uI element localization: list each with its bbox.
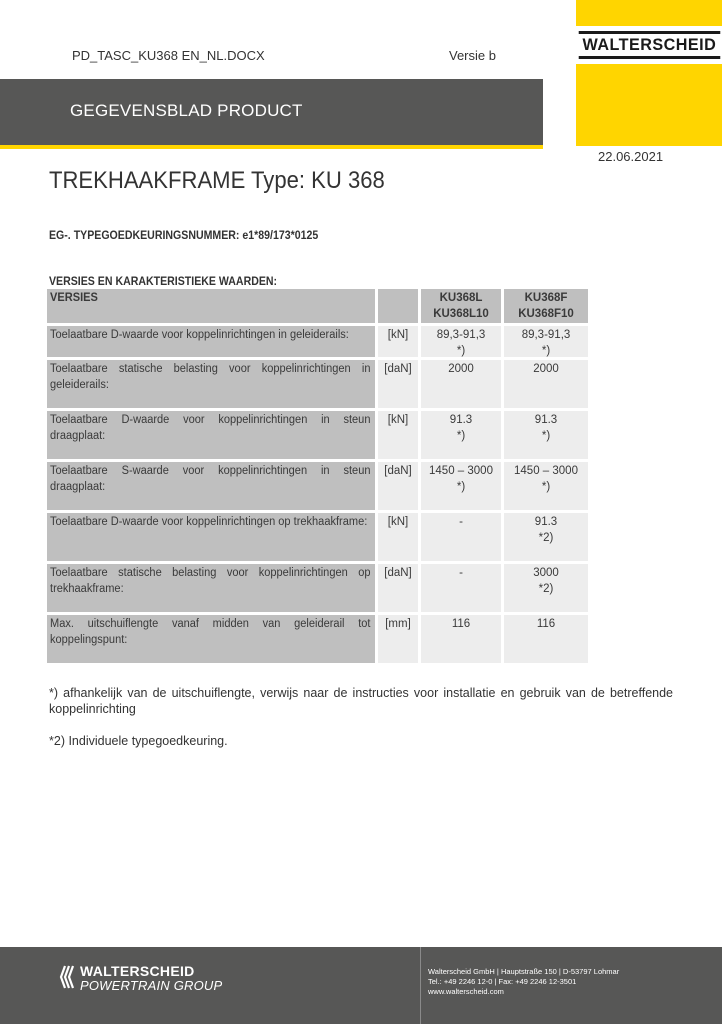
row-value-ku368f: 91.3 *2) (504, 513, 588, 561)
table-row (47, 360, 600, 408)
row-label: Max. uitschuiflengte vanaf midden van geleiderail tot koppelingspunt: (47, 615, 375, 663)
table-row (47, 513, 600, 561)
header-band-accent-line (0, 145, 543, 149)
row-unit: [daN] (378, 462, 418, 510)
row-unit: [mm] (378, 615, 418, 663)
table-row (47, 411, 600, 459)
table-row (47, 564, 600, 612)
row-value-ku368l: 116 (421, 615, 501, 663)
versions-heading: VERSIES EN KARAKTERISTIEKE WAARDEN: (49, 276, 278, 288)
footer-group-name: POWERTRAIN GROUP (80, 978, 223, 993)
footer-address-web: www.walterscheid.com (428, 987, 504, 996)
footnote-extension-length: *) afhankelijk van de uitschuiflengte, verwijs naar de instructies voor installatie en gebruik van de betreffende koppelinrichting (49, 686, 673, 716)
table-row (47, 462, 600, 510)
row-label: Toelaatbare statische belasting voor koppelinrichtingen op trekhaakframe: (47, 564, 375, 612)
page-title: TREKHAAKFRAME Type: KU 368 (49, 167, 385, 194)
row-value-ku368f: 91.3 *) (504, 411, 588, 459)
row-label: Toelaatbare D-waarde voor koppelinrichtingen in steun draagplaat: (47, 411, 375, 459)
table-header-row (47, 289, 600, 323)
row-label: Toelaatbare D-waarde voor koppelinrichtingen op trekhaakframe: (47, 513, 375, 561)
row-unit: [kN] (378, 326, 418, 357)
type-approval-number: EG-. TYPEGOEDKEURINGSNUMMER: e1*89/173*0125 (49, 230, 319, 242)
row-value-ku368l: 89,3-91,3 *) (421, 326, 501, 357)
header-version-ku368l: KU368L KU368L10 (421, 289, 501, 323)
row-value-ku368l: 2000 (421, 360, 501, 408)
row-value-ku368f: 3000 *2) (504, 564, 588, 612)
document-date: 22.06.2021 (598, 149, 664, 164)
footer-address-phone: Tel.: +49 2246 12-0 | Fax: +49 2246 12-3501 (428, 977, 577, 986)
document-filename: PD_TASC_KU368 EN_NL.DOCX (72, 48, 265, 63)
row-unit: [daN] (378, 564, 418, 612)
header-version-ku368f: KU368F KU368F10 (504, 289, 588, 323)
header-versions-label: VERSIES (47, 289, 375, 323)
header-unit-cell (378, 289, 418, 323)
row-unit: [kN] (378, 411, 418, 459)
row-value-ku368f: 89,3-91,3 *) (504, 326, 588, 357)
document-version: Versie b (449, 48, 496, 63)
row-value-ku368f: 2000 (504, 360, 588, 408)
walterscheid-logo (576, 26, 722, 64)
footer-divider (420, 947, 421, 1024)
specifications-table (47, 289, 600, 666)
datasheet-heading: GEGEVENSBLAD PRODUCT (70, 101, 303, 120)
footer-address-company: Walterscheid GmbH | Hauptstraße 150 | D-53797 Lohmar (428, 967, 620, 976)
row-unit: [kN] (378, 513, 418, 561)
row-label: Toelaatbare S-waarde voor koppelinrichtingen in steun draagplaat: (47, 462, 375, 510)
table-row (47, 326, 600, 357)
row-value-ku368f: 116 (504, 615, 588, 663)
row-value-ku368l: 1450 – 3000 *) (421, 462, 501, 510)
row-unit: [daN] (378, 360, 418, 408)
row-label: Toelaatbare statische belasting voor koppelinrichtingen in geleiderails: (47, 360, 375, 408)
footer-address (428, 967, 619, 997)
footnote-individual-approval: *2) Individuele typegoedkeuring. (49, 734, 228, 748)
footer-brand: WALTERSCHEID (80, 963, 195, 979)
row-value-ku368l: - (421, 564, 501, 612)
row-value-ku368f: 1450 – 3000 *) (504, 462, 588, 510)
logo-text: WALTERSCHEID (578, 31, 719, 59)
row-value-ku368l: 91.3 *) (421, 411, 501, 459)
brand-yellow-block (576, 0, 722, 146)
walterscheid-emblem-icon (59, 964, 77, 990)
table-row (47, 615, 600, 663)
row-label: Toelaatbare D-waarde voor koppelinrichtingen in geleiderails: (47, 326, 375, 357)
row-value-ku368l: - (421, 513, 501, 561)
